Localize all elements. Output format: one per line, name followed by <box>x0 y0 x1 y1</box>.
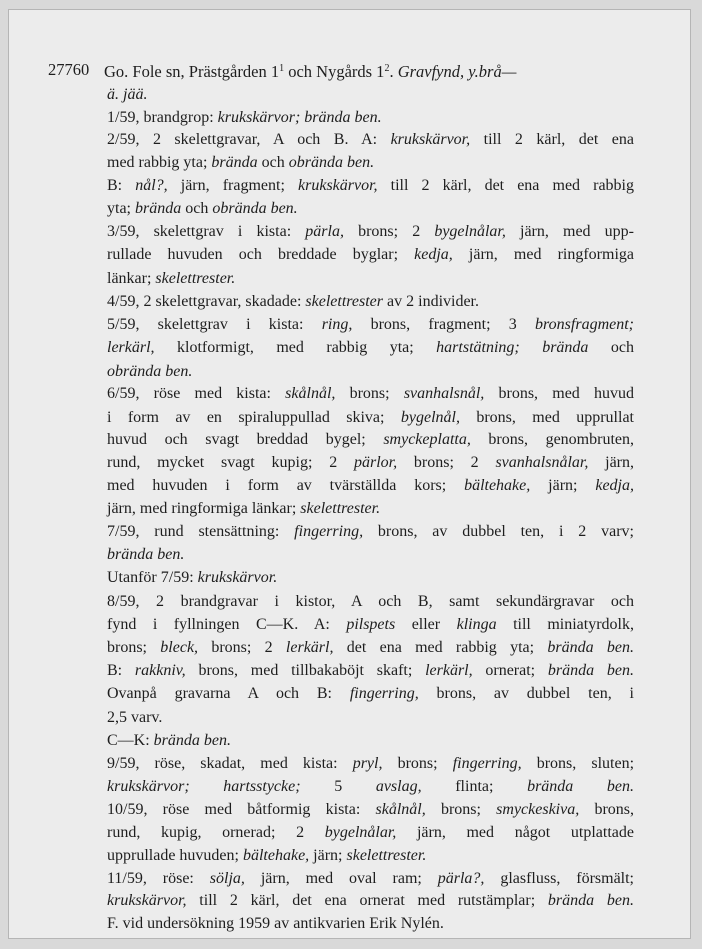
entry-line <box>107 912 444 935</box>
italic-term: brända ben. <box>107 546 185 563</box>
italic-term: svanhalsnål, <box>403 385 485 402</box>
line-text: brons; <box>335 385 404 402</box>
italic-term: krukskärvor, <box>107 892 187 909</box>
entry-line <box>107 313 634 336</box>
italic-term: skelettrester. <box>346 847 427 864</box>
italic-term: bältehake, <box>242 847 310 864</box>
line-text: Utanför 7/59: <box>107 569 198 586</box>
line-text: till 2 kärl, det ena <box>470 131 634 148</box>
entry-line <box>107 428 634 451</box>
italic-term: hartstätning; <box>436 339 520 356</box>
line-text: 9/59, röse, skadat, med kista: <box>107 755 353 772</box>
line-text: av 2 individer. <box>383 293 479 310</box>
italic-term: fingerring, <box>294 523 364 540</box>
entry-line <box>107 613 634 636</box>
italic-term: lerkärl, <box>425 662 473 679</box>
italic-term: brända ben. <box>153 732 231 749</box>
entry-line <box>107 243 634 266</box>
italic-term: brända ben. <box>527 778 634 795</box>
line-text: med rabbig yta; <box>107 154 212 171</box>
line-text: brons, genombruten, <box>470 431 634 448</box>
entry-line <box>107 497 380 520</box>
entry-line <box>107 867 634 890</box>
line-text: C—K: <box>107 732 154 749</box>
italic-term: kedja, <box>595 477 634 494</box>
line-text: rund, mycket svagt kupig; 2 <box>107 454 354 471</box>
entry-line <box>107 729 231 752</box>
accession-number: 27760 <box>48 60 90 79</box>
italic-term: brända ben. <box>547 662 634 679</box>
line-text: till 2 kärl, det ena ornerat med rutstämplar; <box>186 892 548 909</box>
entry-line <box>107 382 634 405</box>
entry-line <box>107 798 634 821</box>
italic-term: pryl, <box>352 755 383 772</box>
line-text: järn, med ringformiga <box>452 246 634 263</box>
line-text: 11/59, röse: <box>107 870 210 887</box>
italic-term: obrända ben. <box>288 154 375 171</box>
entry-line <box>107 543 184 566</box>
entry-line <box>107 474 634 497</box>
line-text: brons; 2 <box>343 223 435 240</box>
italic-term: skelettrester <box>305 293 384 310</box>
line-text: 7/59, rund stensättning: <box>107 523 295 540</box>
entry-line <box>107 775 634 798</box>
line-text: rullade huvuden och breddade byglar; <box>107 246 415 263</box>
line-text: länkar; <box>107 270 156 287</box>
line-text: F. vid undersökning 1959 av antikvarien Erik Nylén. <box>107 915 444 932</box>
line-text: det ena med rabbig yta; <box>333 639 548 656</box>
entry-line <box>107 406 634 429</box>
entry-line <box>107 151 374 174</box>
line-text: brons, <box>579 801 634 818</box>
entry-line <box>107 520 634 543</box>
italic-term: obrända ben. <box>107 363 193 380</box>
entry-line <box>107 290 479 313</box>
line-text: 2,5 varv. <box>107 709 163 726</box>
line-text: klotformigt, med rabbig yta; <box>154 339 437 356</box>
italic-term: krukskärvor, <box>390 131 471 148</box>
line-text: brons, med tillbakaböjt skaft; <box>185 662 426 679</box>
line-text: i form av en spiraluppullad skiva; <box>107 409 401 426</box>
entry-line <box>107 197 298 220</box>
line-text: yta; <box>107 200 135 217</box>
line-text: fynd i fyllningen C—K. A: <box>107 616 347 633</box>
entry-line <box>107 128 634 151</box>
line-text: järn, med något utplattade <box>396 824 634 841</box>
italic-term: brända <box>135 200 182 217</box>
entry-header: Go. Fole sn, Prästgården $1^1$ och Nygårds $1^2$. Gravfynd, y.brå— <box>104 62 517 81</box>
entry-line <box>107 659 634 682</box>
italic-term: skålnål, <box>285 385 336 402</box>
line-text: till miniatyrdolk, <box>496 616 634 633</box>
line-text: brons, med huvud <box>484 385 634 402</box>
italic-term: ring, <box>321 316 353 333</box>
line-text: järn, med upp- <box>505 223 634 240</box>
italic-term: smyckeskiva, <box>496 801 580 818</box>
line-text: 4/59, 2 skelettgravar, skadade: <box>107 293 306 310</box>
line-text: 2/59, 2 skelettgravar, A och B. A: <box>107 131 391 148</box>
entry-line <box>107 360 192 383</box>
line-text: brons; <box>382 755 453 772</box>
entry-line <box>107 636 634 659</box>
line-text: 1/59, brandgrop: <box>107 109 218 126</box>
italic-term: svanhalsnålar, <box>495 454 589 471</box>
entry-line <box>107 566 277 589</box>
line-text: och <box>257 154 289 171</box>
line-text: upprullade huvuden; <box>107 847 243 864</box>
italic-term: krukskärvor. <box>197 569 278 586</box>
italic-term: skålnål, <box>375 801 426 818</box>
italic-term: skelettrester. <box>155 270 236 287</box>
italic-term: fingerring, <box>349 685 419 702</box>
line-text: järn, fragment; <box>167 177 299 194</box>
italic-term: bygelnålar, <box>434 223 506 240</box>
line-text: 6/59, röse med kista: <box>107 385 286 402</box>
line-text: brons, av dubbel ten, i 2 varv; <box>363 523 634 540</box>
entry-line <box>107 844 426 867</box>
italic-term: krukskärvor, <box>298 177 378 194</box>
italic-term: pärla, <box>305 223 344 240</box>
italic-term: pärlor, <box>353 454 398 471</box>
line-text: brons, fragment; 3 <box>352 316 536 333</box>
line-text: B: <box>107 177 136 194</box>
italic-term: sölja, <box>209 870 245 887</box>
line-text: glasfluss, försmält; <box>484 870 634 887</box>
line-text <box>520 339 542 356</box>
line-text: järn; <box>309 847 347 864</box>
italic-term: pilspets <box>346 616 396 633</box>
italic-term: krukskärvor; brända ben. <box>217 109 382 126</box>
line-text: 3/59, skelettgrav i kista: <box>107 223 306 240</box>
line-text: eller <box>395 616 457 633</box>
line-text: B: <box>107 662 135 679</box>
italic-term: brända ben. <box>547 892 634 909</box>
italic-term: smyckeplatta, <box>383 431 471 448</box>
italic-term: lerkärl, <box>285 639 334 656</box>
line-text: brons; <box>107 639 161 656</box>
entry-header-cont: ä. jää. <box>107 86 148 103</box>
italic-term: rakkniv, <box>134 662 186 679</box>
italic-term: fingerring, <box>452 755 522 772</box>
line-text: Ovanpå gravarna A och B: <box>107 685 350 702</box>
entry-line <box>107 451 634 474</box>
line-text: och <box>181 200 213 217</box>
italic-term: avslag, <box>375 778 422 795</box>
italic-term: kedja, <box>414 246 453 263</box>
line-text: järn; <box>530 477 596 494</box>
entry-line <box>107 889 634 912</box>
italic-term: bygelnål, <box>400 409 460 426</box>
entry-line <box>107 336 634 359</box>
entry-line <box>107 220 634 243</box>
line-text: till 2 kärl, det ena med rabbig <box>377 177 634 194</box>
italic-term: bronsfragment; <box>535 316 634 333</box>
line-text: järn, <box>588 454 634 471</box>
entry-line <box>107 682 634 705</box>
line-text: brons, med upprullat <box>459 409 634 426</box>
entry-line <box>107 752 634 775</box>
line-text: brons, av dubbel ten, i <box>418 685 634 702</box>
italic-term: krukskärvor; hartsstycke; <box>107 778 301 795</box>
line-text: huvud och svagt breddad bygel; <box>107 431 384 448</box>
line-text: brons; 2 <box>198 639 286 656</box>
line-text: brons; <box>425 801 497 818</box>
italic-term: bältehake, <box>464 477 531 494</box>
line-text: järn, med ringformiga länkar; <box>107 500 301 517</box>
entry-line <box>107 174 634 197</box>
entry-line <box>107 821 634 844</box>
line-text: flinta; <box>421 778 528 795</box>
entry-line <box>107 267 235 290</box>
line-text: 8/59, 2 brandgravar i kistor, A och B, samt sekundärgravar och <box>107 593 634 610</box>
line-text: järn, med oval ram; <box>244 870 438 887</box>
italic-term: lerkärl, <box>107 339 155 356</box>
line-text: 10/59, röse med båtformig kista: <box>107 801 376 818</box>
italic-term: bygelnålar, <box>324 824 397 841</box>
line-text: brons, sluten; <box>521 755 634 772</box>
italic-term: obrända ben. <box>212 200 298 217</box>
line-text: 5/59, skelettgrav i kista: <box>107 316 322 333</box>
entry-line <box>107 106 382 129</box>
italic-term: brända ben. <box>547 639 634 656</box>
italic-term: brända <box>542 339 589 356</box>
italic-term: klinga <box>456 616 497 633</box>
entry-line <box>107 706 162 729</box>
line-text: brons; 2 <box>397 454 496 471</box>
italic-term: brända <box>211 154 258 171</box>
line-text: med huvuden i form av tvärställda kors; <box>107 477 465 494</box>
line-text: 5 <box>300 778 376 795</box>
italic-term: skelettrester. <box>300 500 381 517</box>
italic-term: bleck, <box>160 639 199 656</box>
entry-line <box>107 590 634 613</box>
italic-term: nål?, <box>135 177 168 194</box>
italic-term: pärla?, <box>437 870 485 887</box>
line-text: och <box>588 339 634 356</box>
line-text: ornerat; <box>472 662 548 679</box>
line-text: rund, kupig, ornerad; 2 <box>107 824 325 841</box>
